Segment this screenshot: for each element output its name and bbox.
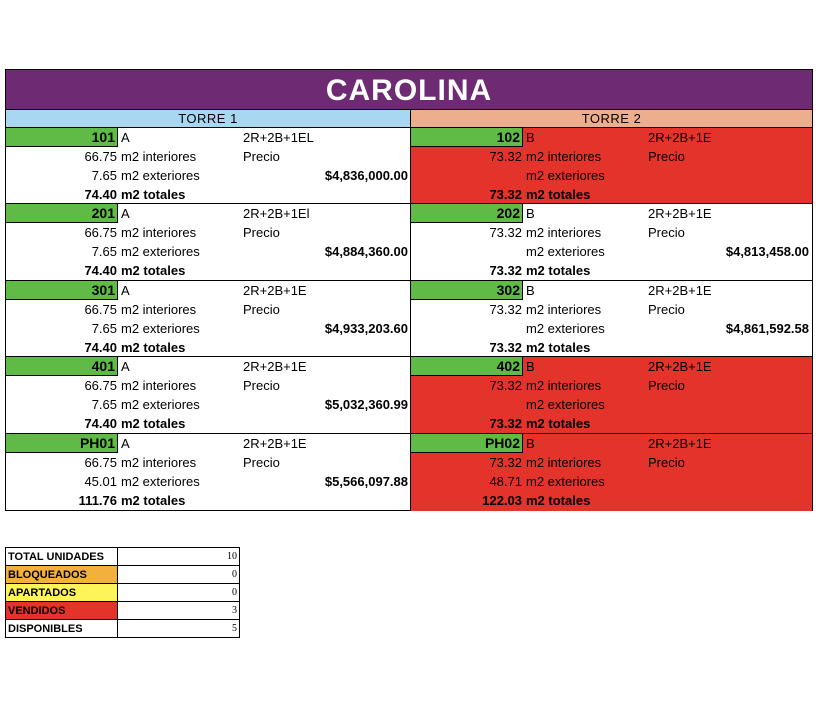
unit-card — [6, 357, 410, 433]
summary-label: TOTAL UNIDADES — [6, 548, 118, 566]
total-area-label: m2 totales — [121, 339, 186, 355]
unit-number: PH02 — [411, 434, 523, 453]
total-area-label: m2 totales — [526, 416, 591, 432]
exterior-row — [6, 166, 410, 185]
interior-area-value: 66.75 — [84, 225, 117, 241]
interior-area-value: 73.32 — [489, 149, 522, 164]
summary-value: 10 — [118, 548, 240, 566]
total-row — [6, 261, 410, 280]
total-area-label: m2 totales — [121, 187, 186, 202]
summary-label: BLOQUEADOS — [6, 566, 118, 584]
total-row — [411, 185, 812, 204]
total-area-label: m2 totales — [526, 492, 591, 508]
total-area-label: m2 totales — [526, 187, 591, 202]
interior-area-value: 73.32 — [489, 225, 522, 241]
total-area-value: 122.03 — [482, 492, 522, 508]
exterior-area-label: m2 exteriores — [121, 244, 200, 260]
unit-card — [411, 434, 812, 511]
unit-price: $4,861,592.58 — [725, 320, 809, 336]
total-area-value: 74.40 — [84, 187, 117, 202]
summary-value: 5 — [118, 620, 240, 638]
summary-value: 0 — [118, 566, 240, 584]
interior-row — [411, 223, 812, 242]
unit-price: $5,566,097.88 — [324, 473, 408, 489]
interior-row — [411, 453, 812, 472]
unit-type: A — [121, 359, 130, 375]
interior-area-value: 73.32 — [489, 454, 522, 470]
interior-area-label: m2 interiores — [526, 225, 602, 241]
unit-header-row — [6, 281, 410, 300]
interior-area-label: m2 interiores — [121, 378, 197, 394]
unit-number: PH01 — [6, 434, 118, 453]
summary-row — [6, 548, 240, 566]
summary-label: APARTADOS — [6, 584, 118, 602]
unit-configuration: 2R+2B+1EL — [243, 130, 314, 145]
interior-row — [411, 300, 812, 319]
summary-value: 0 — [118, 584, 240, 602]
unit-number: 101 — [6, 128, 118, 147]
interior-area-value: 73.32 — [489, 378, 522, 394]
total-row — [6, 338, 410, 357]
unit-type: B — [526, 359, 535, 375]
unit-type: B — [526, 435, 535, 451]
exterior-row — [411, 242, 812, 261]
total-row — [411, 261, 812, 280]
exterior-area-label: m2 exteriores — [526, 397, 605, 413]
interior-area-value: 66.75 — [84, 301, 117, 317]
summary-label: DISPONIBLES — [6, 620, 118, 638]
total-area-label: m2 totales — [121, 492, 186, 508]
unit-configuration: 2R+2B+1E — [243, 359, 307, 375]
price-label: Precio — [648, 301, 685, 317]
exterior-area-label: m2 exteriores — [121, 168, 200, 183]
price-label: Precio — [648, 225, 685, 241]
unit-type: B — [526, 206, 535, 222]
unit-card — [411, 357, 812, 433]
exterior-row — [411, 472, 812, 491]
exterior-row — [411, 395, 812, 414]
summary-row — [6, 602, 240, 620]
total-area-label: m2 totales — [526, 339, 591, 355]
interior-area-label: m2 interiores — [526, 301, 602, 317]
inventory-sheet — [5, 69, 813, 511]
interior-area-label: m2 interiores — [526, 378, 602, 394]
exterior-area-value: 7.65 — [91, 397, 117, 413]
unit-card — [6, 128, 410, 204]
interior-row — [411, 147, 812, 166]
unit-number: 202 — [411, 204, 523, 223]
total-area-value: 73.32 — [489, 263, 522, 279]
exterior-area-value: 7.65 — [91, 244, 117, 260]
unit-header-row — [411, 204, 812, 223]
unit-card — [411, 204, 812, 280]
total-area-value: 74.40 — [84, 263, 117, 279]
unit-type: A — [121, 206, 130, 222]
unit-configuration: 2R+2B+1E — [243, 282, 307, 298]
price-label: Precio — [243, 225, 280, 241]
total-row — [6, 185, 410, 204]
unit-header-row — [411, 281, 812, 300]
unit-card — [6, 434, 410, 511]
total-row — [411, 338, 812, 357]
unit-number: 102 — [411, 128, 523, 147]
unit-card — [411, 281, 812, 357]
interior-row — [6, 300, 410, 319]
unit-header-row — [411, 434, 812, 453]
total-row — [6, 414, 410, 433]
summary-label: VENDIDOS — [6, 602, 118, 620]
total-row — [411, 491, 812, 510]
exterior-row — [6, 242, 410, 261]
exterior-area-value: 7.65 — [91, 168, 117, 183]
unit-configuration: 2R+2B+1E — [648, 206, 712, 222]
interior-area-label: m2 interiores — [121, 454, 197, 470]
unit-header-row — [6, 434, 410, 453]
tower-1-header: TORRE 1 — [6, 110, 411, 128]
unit-configuration: 2R+2B+1El — [243, 206, 310, 222]
unit-card — [411, 128, 812, 204]
interior-area-label: m2 interiores — [121, 225, 197, 241]
exterior-area-label: m2 exteriores — [121, 320, 200, 336]
unit-header-row — [6, 204, 410, 223]
tower-2-units — [411, 128, 812, 510]
exterior-area-label: m2 exteriores — [121, 397, 200, 413]
summary-row — [6, 584, 240, 602]
unit-number: 301 — [6, 281, 118, 300]
total-row — [6, 491, 410, 510]
interior-row — [6, 453, 410, 472]
unit-header-row — [411, 128, 812, 147]
unit-configuration: 2R+2B+1E — [648, 130, 712, 145]
summary-table — [5, 547, 240, 638]
unit-configuration: 2R+2B+1E — [648, 435, 712, 451]
price-label: Precio — [243, 301, 280, 317]
total-area-value: 73.32 — [489, 416, 522, 432]
unit-card — [6, 281, 410, 357]
interior-area-value: 66.75 — [84, 454, 117, 470]
exterior-area-label: m2 exteriores — [121, 473, 200, 489]
unit-header-row — [6, 357, 410, 376]
unit-header-row — [411, 357, 812, 376]
unit-price: $4,933,203.60 — [324, 320, 408, 336]
interior-area-label: m2 interiores — [526, 149, 602, 164]
total-row — [411, 414, 812, 433]
total-area-value: 73.32 — [489, 187, 522, 202]
total-area-label: m2 totales — [526, 263, 591, 279]
exterior-area-label: m2 exteriores — [526, 168, 605, 183]
interior-area-value: 73.32 — [489, 301, 522, 317]
exterior-area-value: 45.01 — [84, 473, 117, 489]
interior-area-value: 66.75 — [84, 378, 117, 394]
development-title: CAROLINA — [6, 70, 812, 110]
interior-row — [6, 223, 410, 242]
total-area-label: m2 totales — [121, 263, 186, 279]
exterior-area-label: m2 exteriores — [526, 473, 605, 489]
tower-1-units — [6, 128, 411, 510]
price-label: Precio — [648, 378, 685, 394]
price-label: Precio — [243, 454, 280, 470]
total-area-value: 73.32 — [489, 339, 522, 355]
price-label: Precio — [648, 149, 685, 164]
interior-area-label: m2 interiores — [526, 454, 602, 470]
exterior-area-value: 48.71 — [489, 473, 522, 489]
unit-number: 401 — [6, 357, 118, 376]
interior-row — [6, 147, 410, 166]
exterior-row — [6, 319, 410, 338]
price-label: Precio — [243, 378, 280, 394]
unit-type: A — [121, 130, 130, 145]
unit-type: B — [526, 282, 535, 298]
price-label: Precio — [243, 149, 280, 164]
unit-price: $4,813,458.00 — [725, 244, 809, 260]
total-area-label: m2 totales — [121, 416, 186, 432]
summary-row — [6, 620, 240, 638]
unit-number: 302 — [411, 281, 523, 300]
interior-area-value: 66.75 — [84, 149, 117, 164]
total-area-value: 74.40 — [84, 416, 117, 432]
interior-area-label: m2 interiores — [121, 301, 197, 317]
unit-price: $4,884,360.00 — [324, 244, 408, 260]
interior-row — [411, 376, 812, 395]
price-label: Precio — [648, 454, 685, 470]
unit-price: $4,836,000.00 — [324, 168, 408, 183]
tower-2-header: TORRE 2 — [411, 110, 812, 128]
exterior-row — [6, 395, 410, 414]
unit-number: 201 — [6, 204, 118, 223]
unit-type: A — [121, 282, 130, 298]
unit-configuration: 2R+2B+1E — [243, 435, 307, 451]
unit-card — [6, 204, 410, 280]
unit-header-row — [6, 128, 410, 147]
interior-row — [6, 376, 410, 395]
total-area-value: 74.40 — [84, 339, 117, 355]
exterior-area-label: m2 exteriores — [526, 320, 605, 336]
summary-row — [6, 566, 240, 584]
unit-configuration: 2R+2B+1E — [648, 359, 712, 375]
total-area-value: 111.76 — [78, 492, 117, 508]
exterior-row — [6, 472, 410, 491]
unit-configuration: 2R+2B+1E — [648, 282, 712, 298]
exterior-area-label: m2 exteriores — [526, 244, 605, 260]
summary-value: 3 — [118, 602, 240, 620]
exterior-area-value: 7.65 — [91, 320, 117, 336]
unit-type: A — [121, 435, 130, 451]
exterior-row — [411, 319, 812, 338]
unit-number: 402 — [411, 357, 523, 376]
interior-area-label: m2 interiores — [121, 149, 197, 164]
exterior-row — [411, 166, 812, 185]
unit-type: B — [526, 130, 535, 145]
unit-price: $5,032,360.99 — [324, 397, 408, 413]
